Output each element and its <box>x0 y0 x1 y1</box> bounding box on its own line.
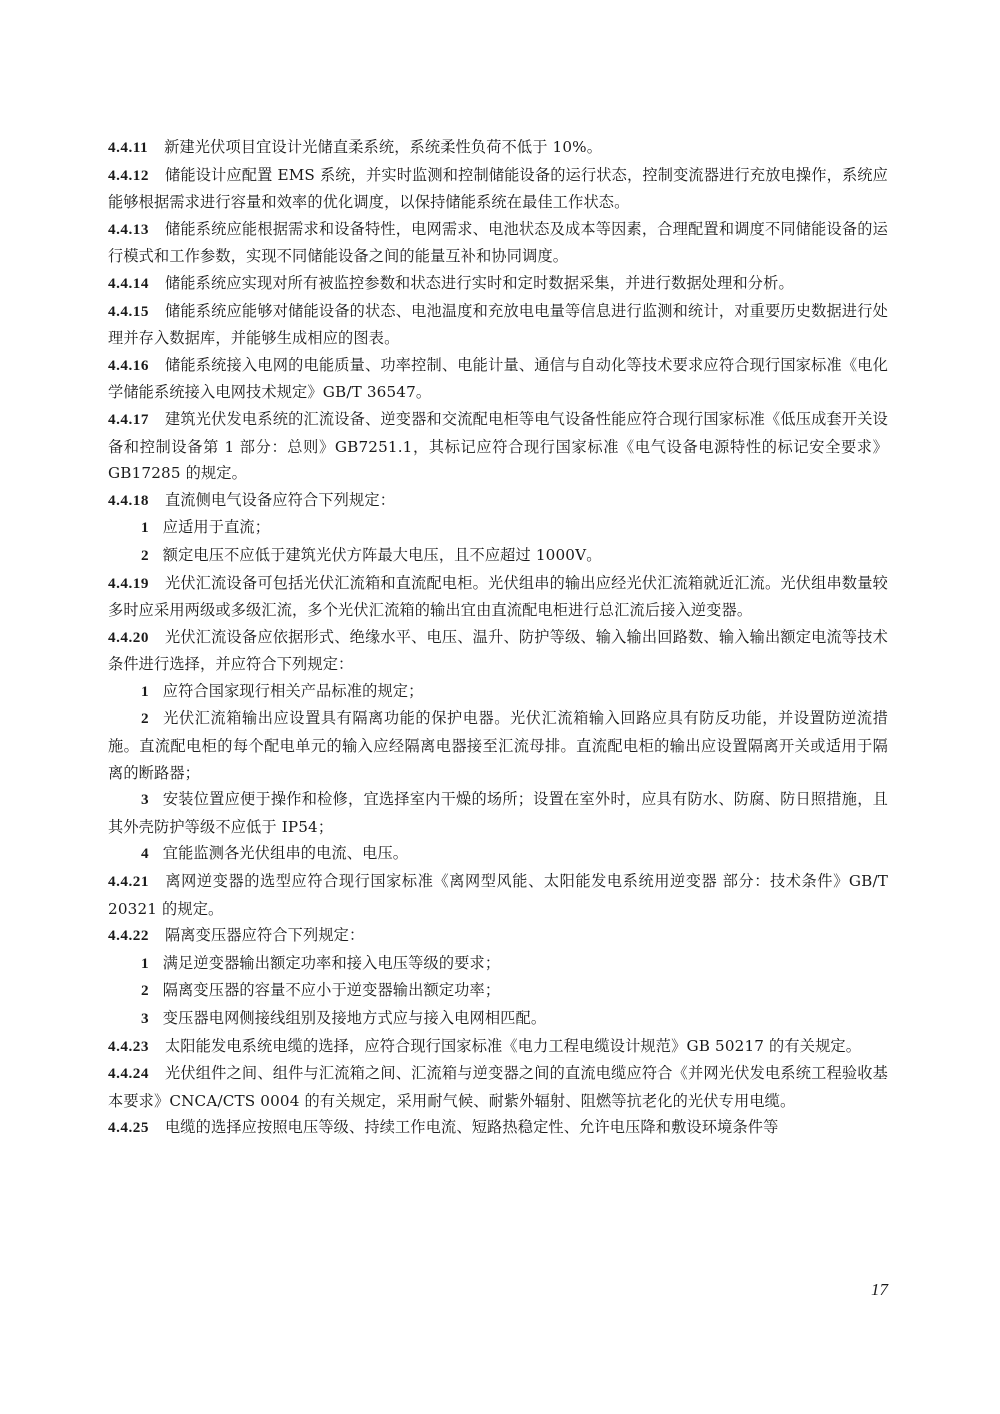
list-item <box>141 678 888 706</box>
clause-text: 储能系统接入电网的电能质量、功率控制、电能计量、通信与自动化等技术要求应符合现行国家标准《电化学储能系统接入电网技术规定》GB/T 36547。 <box>108 355 888 402</box>
page-number: 17 <box>871 1280 888 1299</box>
list-item <box>141 840 888 868</box>
item-number: 2 <box>141 546 149 564</box>
clause-text: 光伏汇流设备应依据形式、绝缘水平、电压、温升、防护等级、输入输出回路数、输入输出额定电流等技术条件进行选择，并应符合下列规定： <box>108 627 888 674</box>
clause-number: 4.4.17 <box>108 410 149 428</box>
clause-text: 储能设计应配置 EMS 系统，并实时监测和控制储能设备的运行状态，控制变流器进行充放电操作，系统应能够根据需求进行容量和效率的优化调度，以保持储能系统在最佳工作状态。 <box>108 165 888 212</box>
item-text: 变压器电网侧接线组别及接地方式应与接入电网相匹配。 <box>162 1009 547 1027</box>
clause-text: 新建光伏项目宜设计光储直柔系统，系统柔性负荷不低于 10%。 <box>164 138 603 156</box>
clause-4-4-23 <box>108 1033 888 1061</box>
clause-4-4-17 <box>108 406 888 487</box>
clause-number: 4.4.23 <box>108 1037 149 1055</box>
clause-4-4-20 <box>108 624 888 678</box>
item-number: 3 <box>141 791 149 809</box>
clause-number: 4.4.16 <box>108 356 149 374</box>
item-number: 3 <box>141 1010 149 1027</box>
document-body <box>108 134 888 1142</box>
item-number: 1 <box>141 682 149 700</box>
item-text: 宜能监测各光伏组串的电流、电压。 <box>162 844 409 863</box>
clause-number: 4.4.12 <box>108 166 149 184</box>
list-item <box>141 1005 888 1033</box>
clause-4-4-19 <box>108 570 888 624</box>
list-item <box>108 786 888 840</box>
clause-4-4-16 <box>108 352 888 406</box>
clause-4-4-24 <box>108 1060 888 1114</box>
clause-text: 隔离变压器应符合下列规定： <box>164 926 365 945</box>
item-text: 隔离变压器的容量不应小于逆变器输出额定功率； <box>162 981 501 1000</box>
item-text: 满足逆变器输出额定功率和接入电压等级的要求； <box>162 953 501 972</box>
clause-4-4-25 <box>108 1114 888 1142</box>
clause-number: 4.4.13 <box>108 220 149 238</box>
clause-text: 电缆的选择应按照电压等级、持续工作电流、短路热稳定性、允许电压降和敷设环境条件等 <box>164 1118 779 1137</box>
clause-text: 光伏组件之间、组件与汇流箱之间、汇流箱与逆变器之间的直流电缆应符合《并网光伏发电系统工程验收基本要求》CNCA/CTS 0004 的有关规定，采用耐气候、耐紫外辐射、阻燃等抗老化的光伏专用电缆。 <box>108 1064 888 1110</box>
clause-text: 离网逆变器的选型应符合现行国家标准《离网型风能、太阳能发电系统用逆变器 部分：技术条件》GB/T 20321 的规定。 <box>108 872 888 918</box>
list-item <box>141 977 888 1005</box>
clause-4-4-14 <box>108 270 888 298</box>
clause-4-4-13 <box>108 216 888 270</box>
clause-text: 太阳能发电系统电缆的选择，应符合现行国家标准《电力工程电缆设计规范》GB 50217 的有关规定。 <box>164 1036 862 1055</box>
item-text: 安装位置应便于操作和检修，宜选择室内干燥的场所；设置在室外时，应具有防水、防腐、防日照措施，且其外壳防护等级不应低于 IP54； <box>108 790 888 836</box>
item-number: 1 <box>141 519 149 537</box>
clause-number: 4.4.15 <box>108 302 149 320</box>
clause-text: 直流侧电气设备应符合下列规定： <box>164 490 396 509</box>
item-text: 额定电压不应低于建筑光伏方阵最大电压，且不应超过 1000V。 <box>162 545 602 564</box>
clause-4-4-21 <box>108 868 888 922</box>
item-text: 应符合国家现行相关产品标准的规定； <box>162 681 424 700</box>
item-number: 4 <box>141 845 149 863</box>
clause-text: 储能系统应能够对储能设备的状态、电池温度和充放电电量等信息进行监测和统计，对重要历史数据进行处理并存入数据库，并能够生成相应的图表。 <box>108 301 888 348</box>
item-number: 2 <box>141 710 149 728</box>
item-number: 2 <box>141 982 149 1000</box>
clause-number: 4.4.18 <box>108 491 149 509</box>
list-item <box>108 705 888 786</box>
clause-text: 建筑光伏发电系统的汇流设备、逆变器和交流配电柜等电气设备性能应符合现行国家标准《低压成套开关设备和控制设备第 1 部分：总则》GB7251.1，其标记应符合现行国家标准《电气设备电源特性的标记安全要求》GB17285 的规定。 <box>108 409 888 483</box>
list-item <box>141 542 888 570</box>
clause-number: 4.4.14 <box>108 274 149 292</box>
clause-number: 4.4.21 <box>108 873 149 891</box>
clause-number: 4.4.25 <box>108 1119 149 1137</box>
clause-number: 4.4.24 <box>108 1065 149 1083</box>
list-item <box>141 950 888 978</box>
clause-4-4-12 <box>108 162 888 216</box>
item-number: 1 <box>141 954 149 972</box>
clause-number: 4.4.11 <box>108 139 149 156</box>
clause-text: 储能系统应能根据需求和设备特性，电网需求、电池状态及成本等因素，合理配置和调度不同储能设备的运行模式和工作参数，实现不同储能设备之间的能量互补和协同调度。 <box>108 219 888 266</box>
clause-number: 4.4.19 <box>108 574 149 592</box>
item-text: 光伏汇流箱输出应设置具有隔离功能的保护电器。光伏汇流箱输入回路应具有防反功能，并设置防逆流措施。直流配电柜的每个配电单元的输入应经隔离电器接至汇流母排。直流配电柜的输出应设置隔离开关或适用于隔离的断路器； <box>108 709 888 782</box>
clause-4-4-11 <box>108 134 888 162</box>
clause-4-4-15 <box>108 298 888 352</box>
item-text: 应适用于直流； <box>162 518 271 537</box>
clause-4-4-18 <box>108 487 888 515</box>
list-item <box>141 514 888 542</box>
clause-text: 储能系统应实现对所有被监控参数和状态进行实时和定时数据采集，并进行数据处理和分析。 <box>164 273 794 292</box>
clause-4-4-22 <box>108 922 888 950</box>
clause-number: 4.4.22 <box>108 927 149 945</box>
clause-number: 4.4.20 <box>108 628 149 646</box>
clause-text: 光伏汇流设备可包括光伏汇流箱和直流配电柜。光伏组串的输出应经光伏汇流箱就近汇流。光伏组串数量较多时应采用两级或多级汇流，多个光伏汇流箱的输出宜由直流配电柜进行总汇流后接入逆变器。 <box>108 573 888 620</box>
